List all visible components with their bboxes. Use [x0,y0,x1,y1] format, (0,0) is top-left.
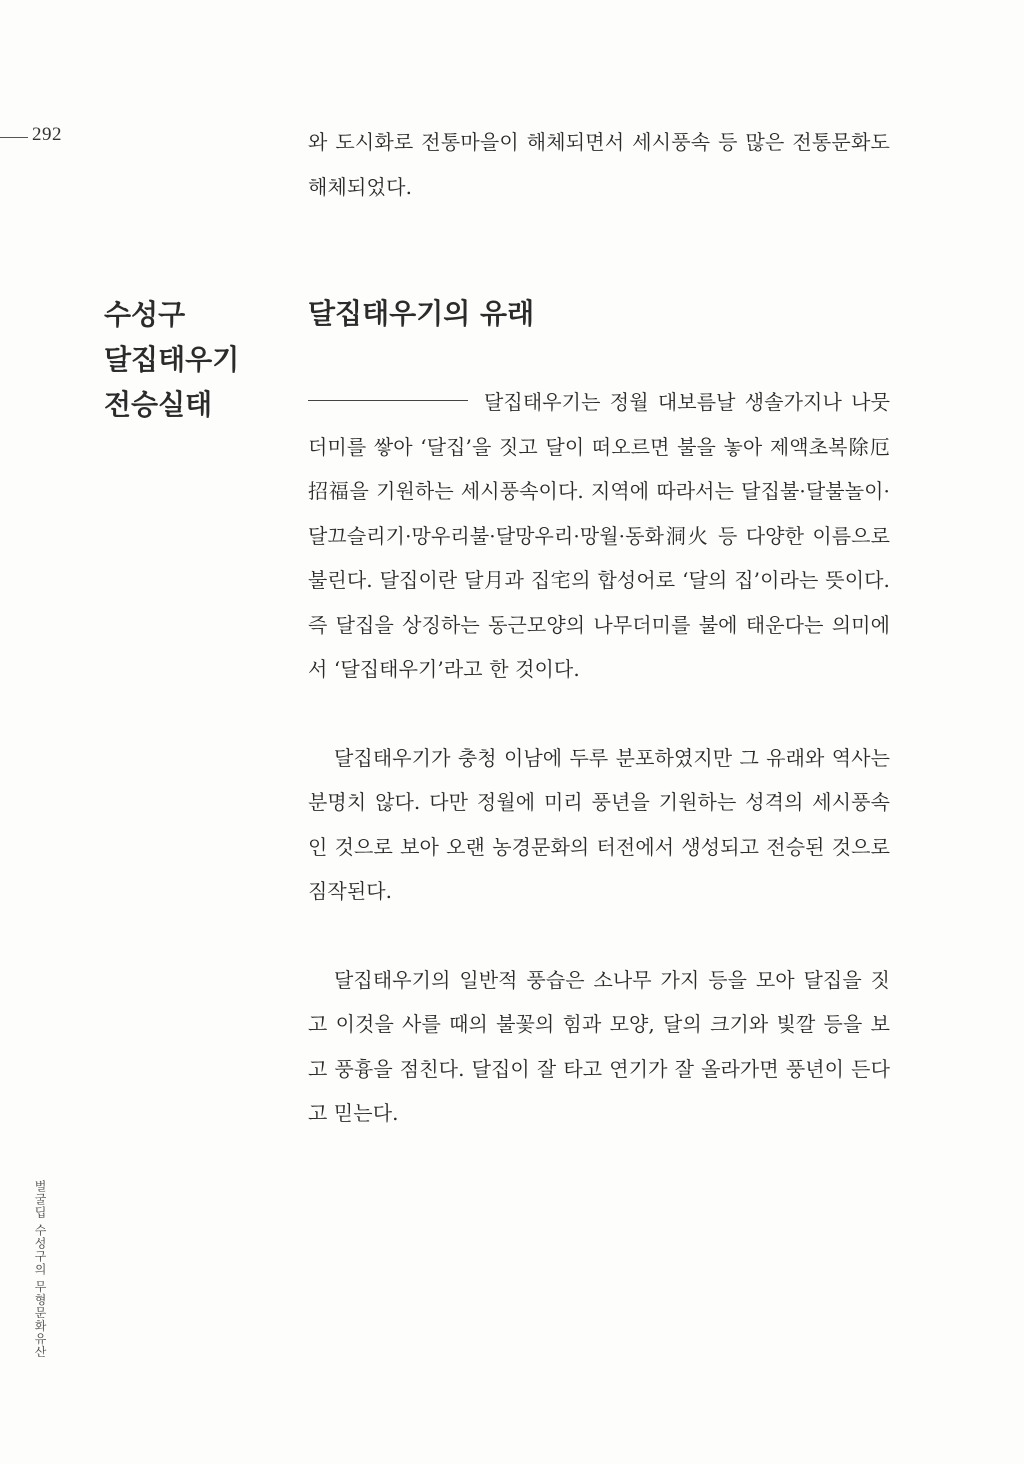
section-title-line-3: 전승실태 [104,388,213,421]
body-paragraph-3: 달집태우기의 일반적 풍습은 소나무 가지 등을 모아 달집을 짓고 이것을 사를 때의 불꽃의 힘과 모양, 달의 크기와 빛깔 등을 보고 풍흉을 점친다. 달집이 잘 타고 연기가 잘 올라가면 풍년이 든다고 믿는다. [308,967,890,1125]
running-footer: 벌굴딥 수성구의 무형문화유산 [33,1180,47,1359]
section-title-line-2: 달집태우기 [104,343,240,376]
body-paragraph-2: 달집태우기가 충청 이남에 두루 분포하였지만 그 유래와 역사는 분명치 않다. 다만 정월에 미리 풍년을 기원하는 성격의 세시풍속인 것으로 보아 오랜 농경문화의 터전에서 생성되고 전승된 것으로 짐작된다. [308,745,890,903]
body-paragraph-1: 달집태우기는 정월 대보름날 생솔가지나 나뭇더미를 쌓아 ‘달집’을 짓고 달이 떠오르면 불을 놓아 제액초복除厄招福을 기원하는 세시풍속이다. 지역에 따라서는 달집불·달불놀이·달끄슬리기·망우리불·달망우리·망월·동화洞火 등 다양한 이름으로 불린다. 달집이란 달月과 집宅의 합성어로 ‘달의 집’이라는 뜻이다. 즉 달집을 상징하는 동근모양의 나무더미를 불에 태운다는 의미에서 ‘달집태우기’라고 한 것이다. [308,390,890,681]
intro-paragraph: 와 도시화로 전통마을이 해체되면서 세시풍속 등 많은 전통문화도 해체되었다. [308,130,890,199]
page-number-rule [0,137,28,138]
section-title-line-1: 수성구 [104,298,186,331]
section-title [104,292,294,427]
subsection-heading: 달집태우기의 유래 [308,297,535,330]
page-number: 292 [32,124,62,145]
body-text [308,380,890,1180]
